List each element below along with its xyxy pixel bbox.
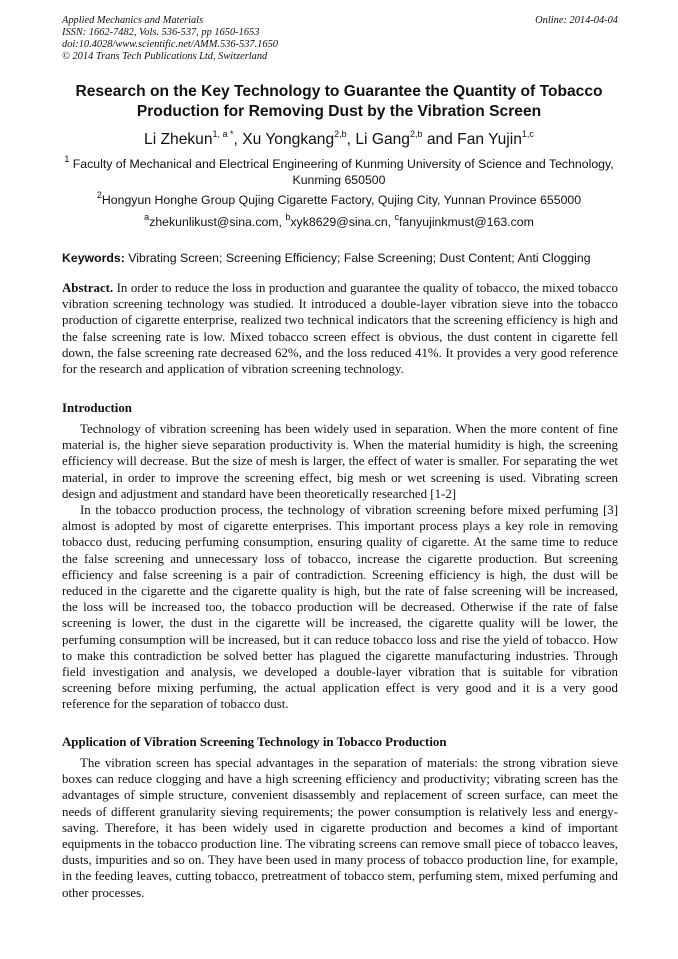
- abstract: [62, 280, 618, 377]
- email-address: zhekunlikust@sina.com,: [149, 215, 286, 229]
- application-paragraph-1: The vibration screen has special advantages in the separation of materials: the strong vibration sieve boxes can reduce clogging and have a high screening efficiency and productivity; vibrating screen has the advantages of simple structure, convenient disassembly and replacement of screen surface, can meet the needs of different granularity sieving requirements; the power consumption is relatively less and energy-saving. Therefore, it has been widely used in cigarette production and becomes a kind of important equipments in the tobacco production line. The vibrating screens can remove small piece of tobacco leaves, dusts, impurities and so on. They have been used in many process of tobacco production line, for example, in the feeding leaves, cutting tobacco, pretreatment of tobacco stem, perfuming stem, mixed perfuming and other processes.: [62, 756, 618, 900]
- author-affil-mark: 2,b: [409, 128, 423, 139]
- email-mark: b: [285, 211, 291, 222]
- author-affil-mark: 1, a *: [212, 128, 234, 139]
- paper-title: Research on the Key Technology to Guarantee the Quantity of Tobacco Production for Removing Dust by the Vibration Screen: [75, 83, 603, 120]
- author-affil-mark: 2,b: [334, 128, 347, 139]
- section-heading-introduction: Introduction: [62, 401, 132, 415]
- author-list: [40, 130, 638, 150]
- email-list: [40, 211, 638, 230]
- affiliation-2: [40, 189, 638, 208]
- copyright-line: © 2014 Trans Tech Publications Ltd, Switzerland: [62, 51, 268, 62]
- author-name: Li Zhekun: [144, 131, 213, 148]
- email-address: xyk8629@sina.cn,: [290, 215, 395, 229]
- affiliation-1: [40, 153, 638, 188]
- abstract-label: Abstract.: [62, 281, 114, 295]
- online-date: Online: 2014-04-04: [535, 15, 618, 26]
- keywords: [62, 250, 618, 266]
- email-mark: c: [394, 211, 399, 222]
- author-separator: and: [422, 131, 458, 148]
- section-heading-application: Application of Vibration Screening Technology in Tobacco Production: [62, 735, 447, 749]
- journal-name: Applied Mechanics and Materials: [62, 15, 204, 26]
- author-separator: ,: [346, 131, 356, 148]
- affil-text: Faculty of Mechanical and Electrical Engineering of Kunming University of Science and Technology, Kunming 650500: [69, 157, 614, 187]
- affil-text: Hongyun Honghe Group Qujing Cigarette Factory, Qujing City, Yunnan Province 655000: [101, 193, 582, 207]
- keywords-text: Vibrating Screen; Screening Efficiency; False Screening; Dust Content; Anti Clogging: [124, 251, 591, 265]
- affil-mark: 1: [64, 153, 70, 164]
- author-name: Xu Yongkang: [242, 131, 335, 148]
- issn-line: ISSN: 1662-7482, Vols. 536-537, pp 1650-1653: [62, 27, 260, 38]
- author-affil-mark: 1,c: [521, 128, 534, 139]
- author-separator: ,: [233, 131, 243, 148]
- intro-paragraph-2: In the tobacco production process, the technology of vibration screening before mixed perfuming [3] almost is adopted by most of cigarette enterprises. This important process plays a key role in removing tobacco dust, reducing perfuming consumption, ensuring quality of cigarette. At the same time to reduce the false screening and unnecessary loss of tobacco, increase the cigarette production. But screening efficiency and false screening is a pair of contradiction. Screening efficiency is high, the dust will be reduced in the cigarette and the cigarette quality is high, but the rate of false screening will be increased, the loss will be increased too, the tobacco production will be decreased. Otherwise if the rate of false screening is lower, the dust in the cigarette will be increased, the cigarette quality will be lower, the perfuming consumption will be increased, but it can reduce tobacco loss and rise the yield of tobacco. How to make this contradiction be solved better has plagued the cigarette manufacturing industries. Through field investigation and analysis, we developed a double-layer vibration that is suitable for vibration screening before mixing perfuming, the actual application effect is very good and it is a very good reference for the separation of tobacco dust.: [62, 503, 618, 712]
- journal-header: [62, 15, 618, 63]
- abstract-text: In order to reduce the loss in production and guarantee the quality of tobacco, the mixed tobacco vibration screening technology was studied. It introduced a double-layer vibration sieve into the tobacco production of cigarette enterprise, realized two technical indicators that the screening efficiency is high and the false screening rate is low. Mixed tobacco screen effect is obvious, the dust content in cigarette fell down, the false screening rate decreased 62%, and the loss reduced 41%. It provides a very good reference for the research and application of vibration screening technology.: [62, 281, 618, 377]
- affil-mark: 2: [96, 189, 102, 200]
- intro-paragraph-1: Technology of vibration screening has been widely used in separation. When the more content of fine material is, the higher sieve separation productivity is. When the material humidity is high, the screening efficiency will decrease. But the size of mesh is larger, the effect of water is smaller. For separating the wet material, in order to improve the screening effect, big mesh or wet screening is used. Vibrating screen design and adjustment and standard have been theoretically researched [1-2]: [62, 422, 618, 501]
- doi-line: doi:10.4028/www.scientific.net/AMM.536-537.1650: [62, 39, 278, 50]
- keywords-label: Keywords:: [62, 251, 125, 265]
- author-name: Fan Yujin: [457, 131, 522, 148]
- email-address: fanyujinkmust@163.com: [399, 215, 534, 229]
- author-name: Li Gang: [355, 131, 410, 148]
- email-mark: a: [144, 211, 150, 222]
